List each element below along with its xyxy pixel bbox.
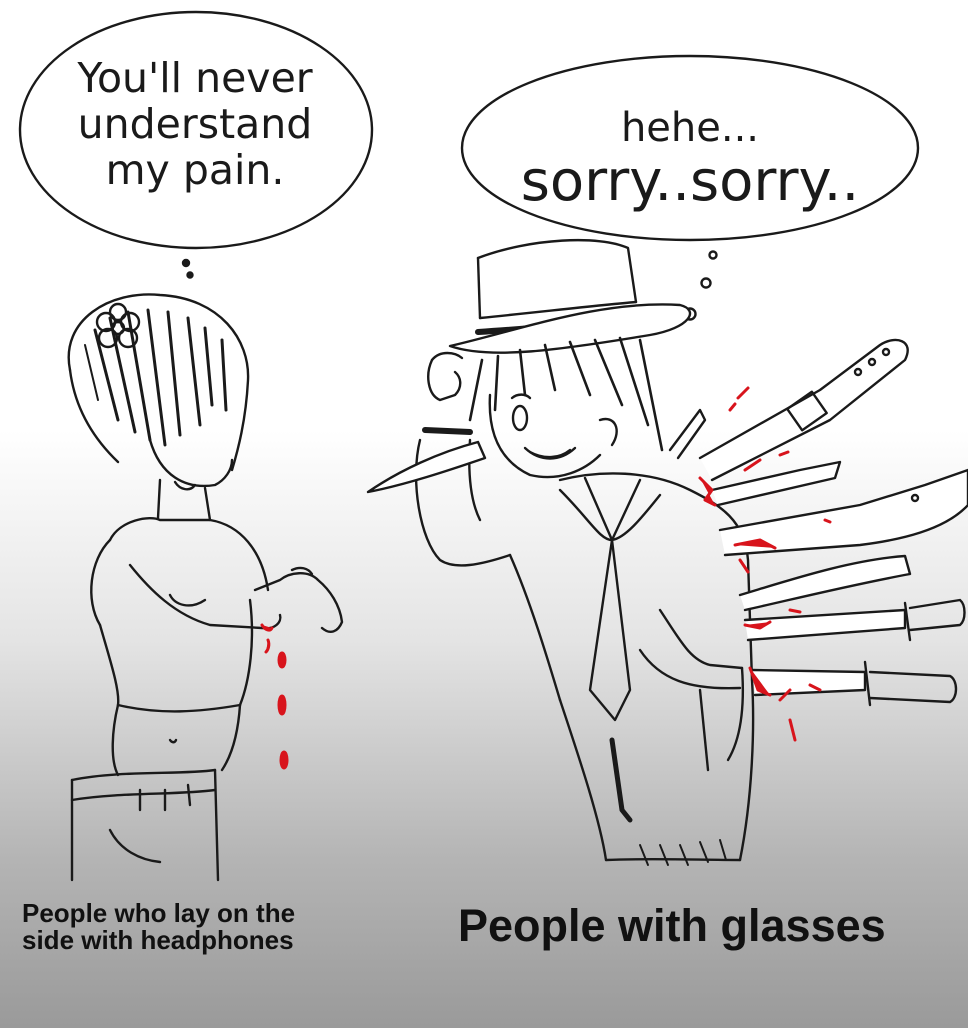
thought-bubble-left-text — [40, 54, 350, 196]
knives — [670, 340, 968, 705]
caption-left-line-1: People who lay on the — [22, 898, 296, 928]
thought-bubble-right-text — [470, 105, 910, 214]
bubble-left-line-2: understand — [77, 100, 313, 148]
bubble-left-line-1: You'll never — [77, 54, 313, 102]
girl-figure — [69, 294, 342, 880]
bubble-left-line-3: my pain. — [105, 146, 285, 194]
thought-dot — [710, 252, 717, 259]
caption-left — [22, 900, 295, 955]
bubble-right-line-2: sorry..sorry.. — [520, 149, 860, 214]
caption-right: People with glasses — [458, 900, 886, 951]
blood-drops-left — [262, 625, 287, 768]
thought-dot — [183, 260, 189, 266]
knife-left — [368, 442, 485, 492]
thought-dot — [188, 273, 193, 278]
bubble-right-line-1: hehe... — [620, 105, 760, 151]
caption-left-line-2: side with headphones — [22, 925, 294, 956]
guy-figure — [416, 240, 753, 865]
thought-dot — [702, 279, 711, 288]
